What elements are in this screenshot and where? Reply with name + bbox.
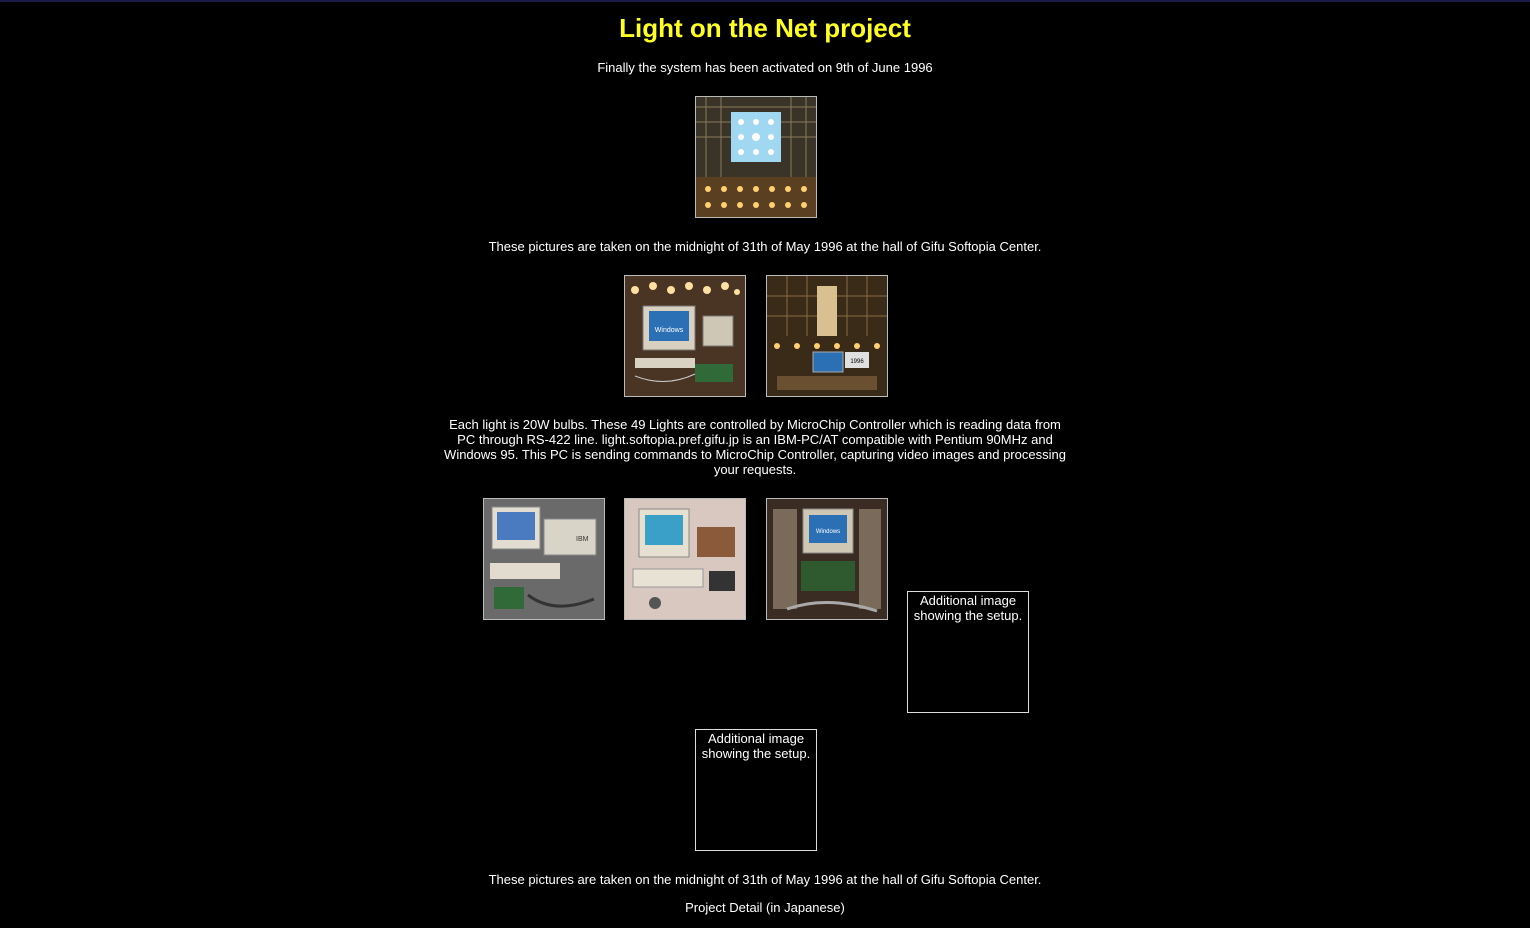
top-border — [0, 0, 1530, 2]
hall-lights-image[interactable] — [695, 96, 817, 218]
controller-closeup-image[interactable] — [766, 498, 888, 620]
pictures-caption-2: These pictures are taken on the midnight of 31th of May 1996 at the hall of Gifu Softopia Center. — [488, 872, 1042, 887]
project-detail-link[interactable]: Project Detail (in Japanese) — [685, 900, 845, 915]
hall-with-monitors-image[interactable] — [766, 275, 888, 397]
pc-and-controller-image[interactable] — [624, 498, 746, 620]
svg-text:Windows: Windows — [815, 529, 841, 535]
hall-lights-graphic — [696, 97, 816, 217]
svg-text:IBM: IBM — [576, 536, 589, 543]
system-description: Each light is 20W bulbs. These 49 Lights are controlled by MicroChip Controller which is reading data from PC through RS-422 line. light.softopia.pref.gifu.jp is an IBM-PC/AT compatible with Pentium 90MHz and Windows 95. This PC is sending commands to MicroChip Controller, capturing video images and processing your requests. — [444, 417, 1066, 477]
project-detail-wrap — [0, 900, 1530, 915]
ibm-pc-graphic — [484, 499, 604, 619]
page-title: Light on the Net project — [619, 13, 911, 43]
pictures-caption-1: These pictures are taken on the midnight of 31th of May 1996 at the hall of Gifu Softopia Center. — [488, 239, 1042, 254]
ibm-pc-image[interactable] — [483, 498, 605, 620]
hall-with-monitors-graphic — [767, 276, 887, 396]
controller-closeup-graphic — [767, 499, 887, 619]
pc-and-controller-graphic — [625, 499, 745, 619]
pc-with-lights-image[interactable] — [624, 275, 746, 397]
activation-note: Finally the system has been activated on 9th of June 1996 — [597, 60, 933, 75]
pc-with-lights-graphic — [625, 276, 745, 396]
page-title-wrap — [0, 13, 1530, 44]
additional-image-placeholder-2[interactable]: Additional image showing the setup. — [695, 729, 817, 851]
additional-image-placeholder-1[interactable]: Additional image showing the setup. — [907, 591, 1029, 713]
svg-text:Windows: Windows — [654, 327, 684, 334]
svg-text:1996: 1996 — [850, 359, 864, 365]
